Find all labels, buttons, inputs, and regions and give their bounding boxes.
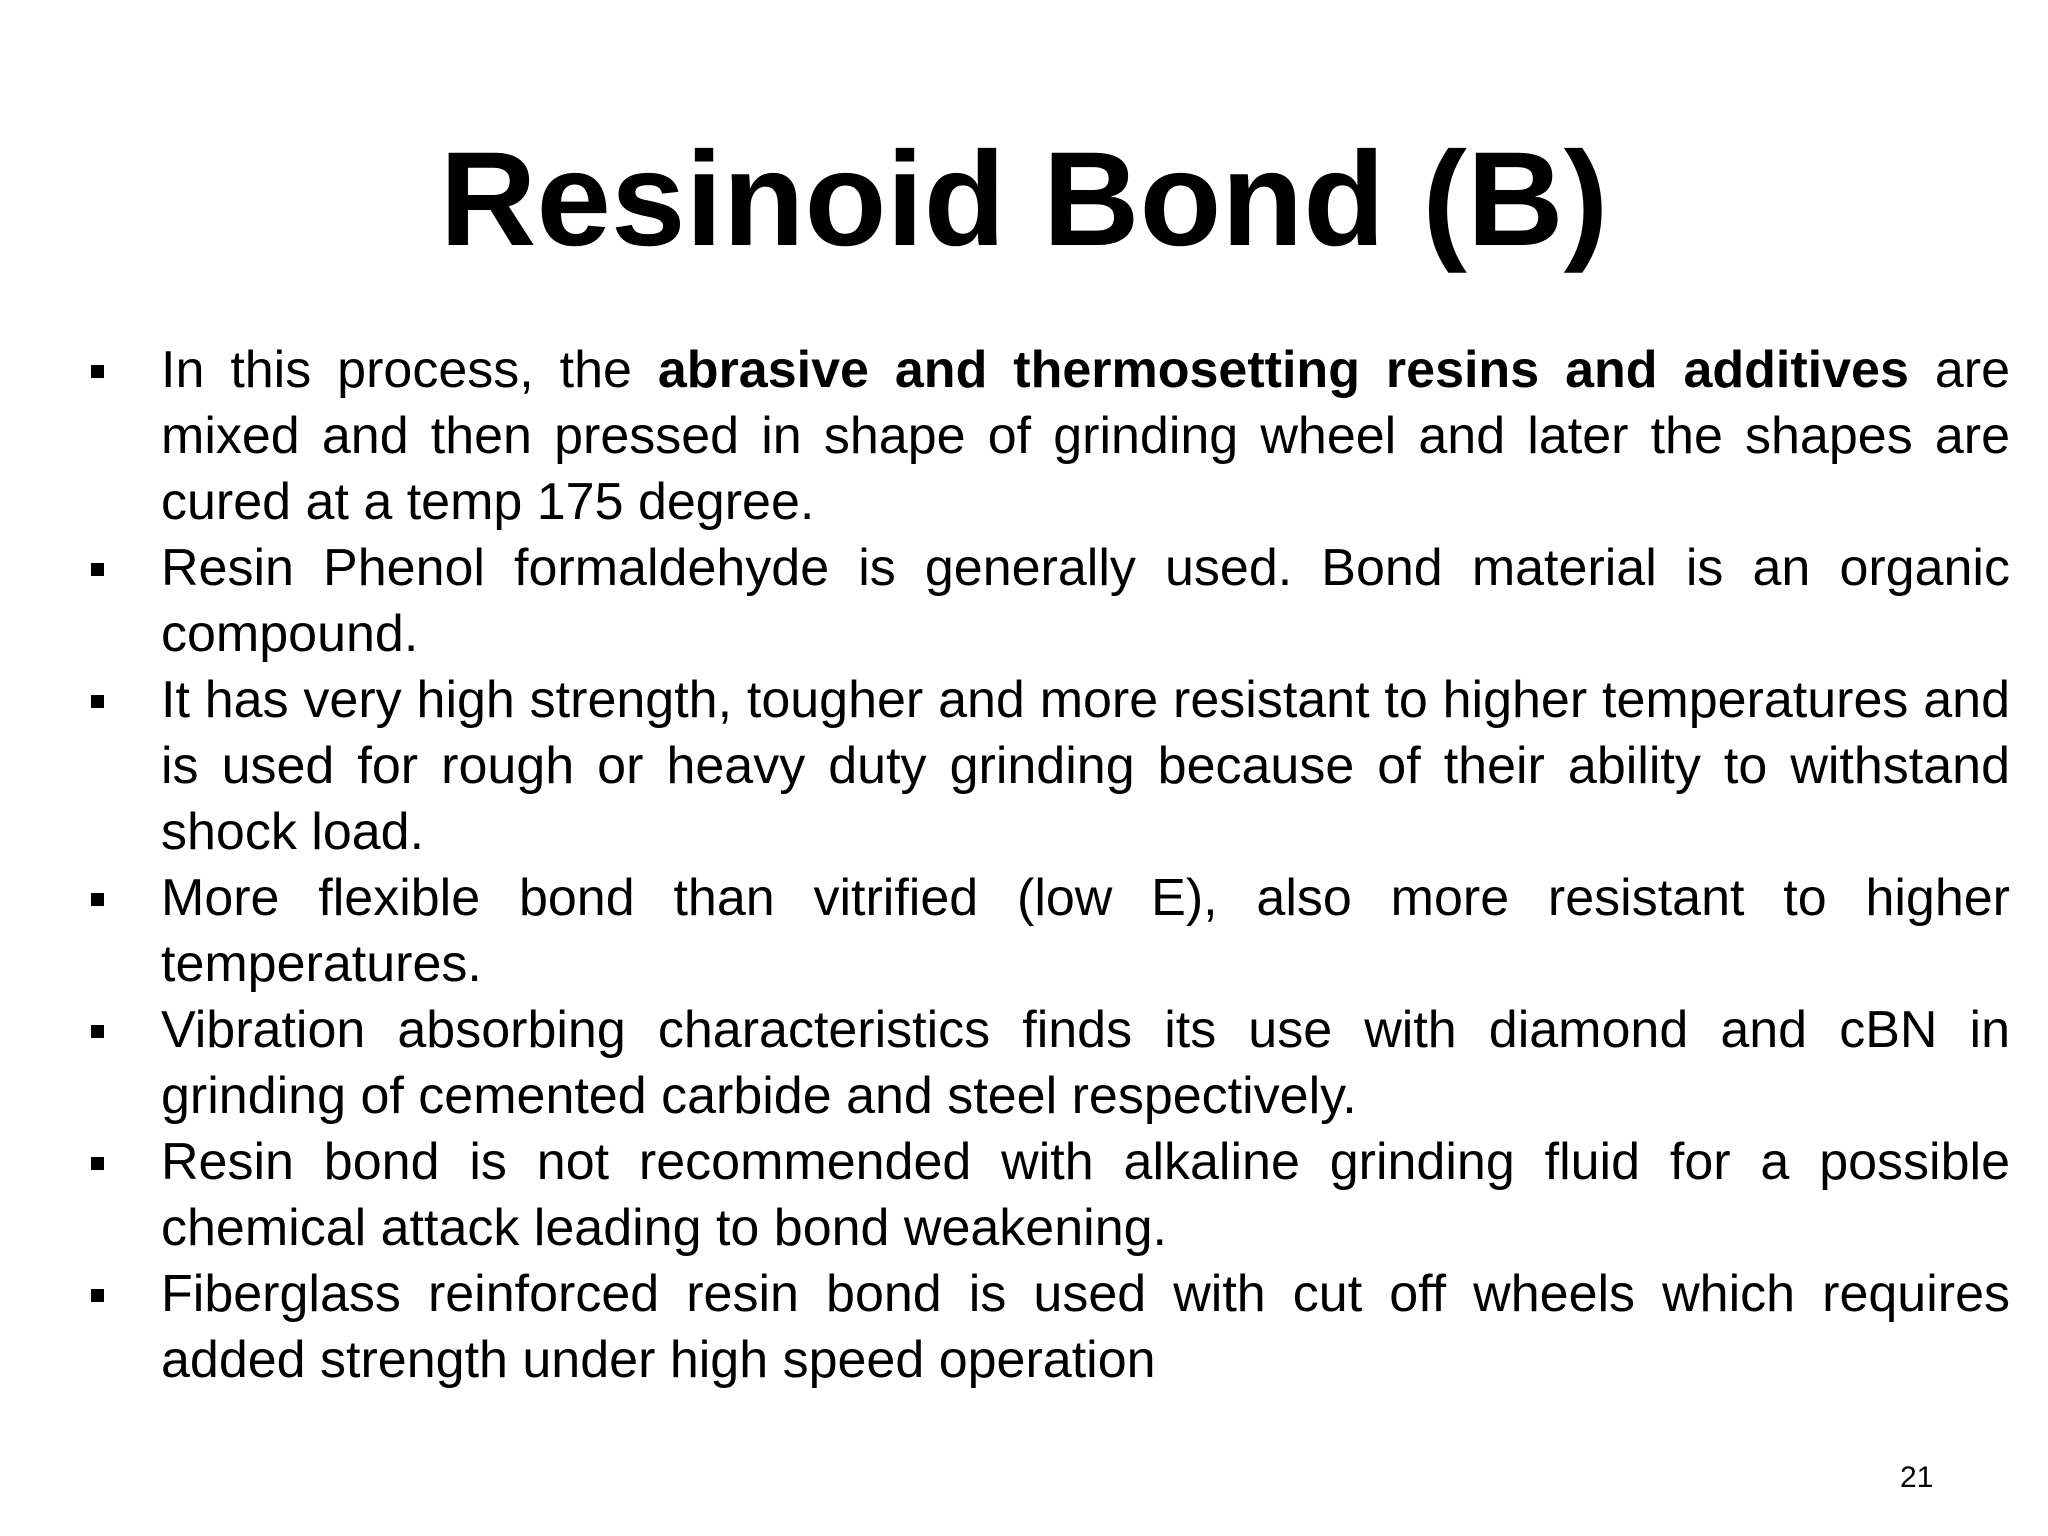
square-bullet-icon	[85, 997, 161, 1063]
page-number: 21	[1900, 1461, 1934, 1494]
bullet-text: More flexible bond than vitrified (low E), also more resistant to higher temperatures.	[161, 869, 2010, 993]
slide-title: Resinoid Bond (B)	[439, 125, 1609, 274]
bullet-text: Fiberglass reinforced resin bond is used with cut off wheels which requires added strength under high speed operation	[161, 1265, 2010, 1389]
square-bullet-icon	[85, 667, 161, 733]
bullet-item	[85, 535, 2010, 667]
bullet-text: Resin bond is not recommended with alkaline grinding fluid for a possible chemical attack leading to bond weakening.	[161, 1133, 2010, 1257]
bullet-item	[85, 337, 2010, 535]
bullet-text: It has very high strength, tougher and more resistant to higher temperatures and is used for rough or heavy duty grinding because of their ability to withstand shock load.	[161, 671, 2010, 861]
bullet-text: Vibration absorbing characteristics finds its use with diamond and cBN in grinding of cemented carbide and steel respectively.	[161, 1001, 2010, 1125]
square-bullet-icon	[85, 865, 161, 931]
bullet-item	[85, 1261, 2010, 1393]
bullet-item	[85, 997, 2010, 1129]
bullet-text	[161, 337, 2010, 535]
bullet-item	[85, 1129, 2010, 1261]
square-bullet-icon	[85, 337, 161, 403]
square-bullet-icon	[85, 1261, 161, 1327]
square-bullet-icon	[85, 1129, 161, 1195]
bullet-text-tail: are mixed and then pressed in shape of grinding wheel and later the shapes are cured at a temp 175 degree.	[161, 341, 2010, 531]
bullet-item	[85, 667, 2010, 865]
bullet-text-lead: In this process, the	[161, 341, 658, 399]
square-bullet-icon	[85, 535, 161, 601]
bullet-text-emphasis: abrasive and thermosetting resins and additives	[657, 341, 1909, 399]
bullet-list	[85, 337, 2010, 1393]
bullet-text: Resin Phenol formaldehyde is generally used. Bond material is an organic compound.	[161, 539, 2010, 663]
bullet-item	[85, 865, 2010, 997]
